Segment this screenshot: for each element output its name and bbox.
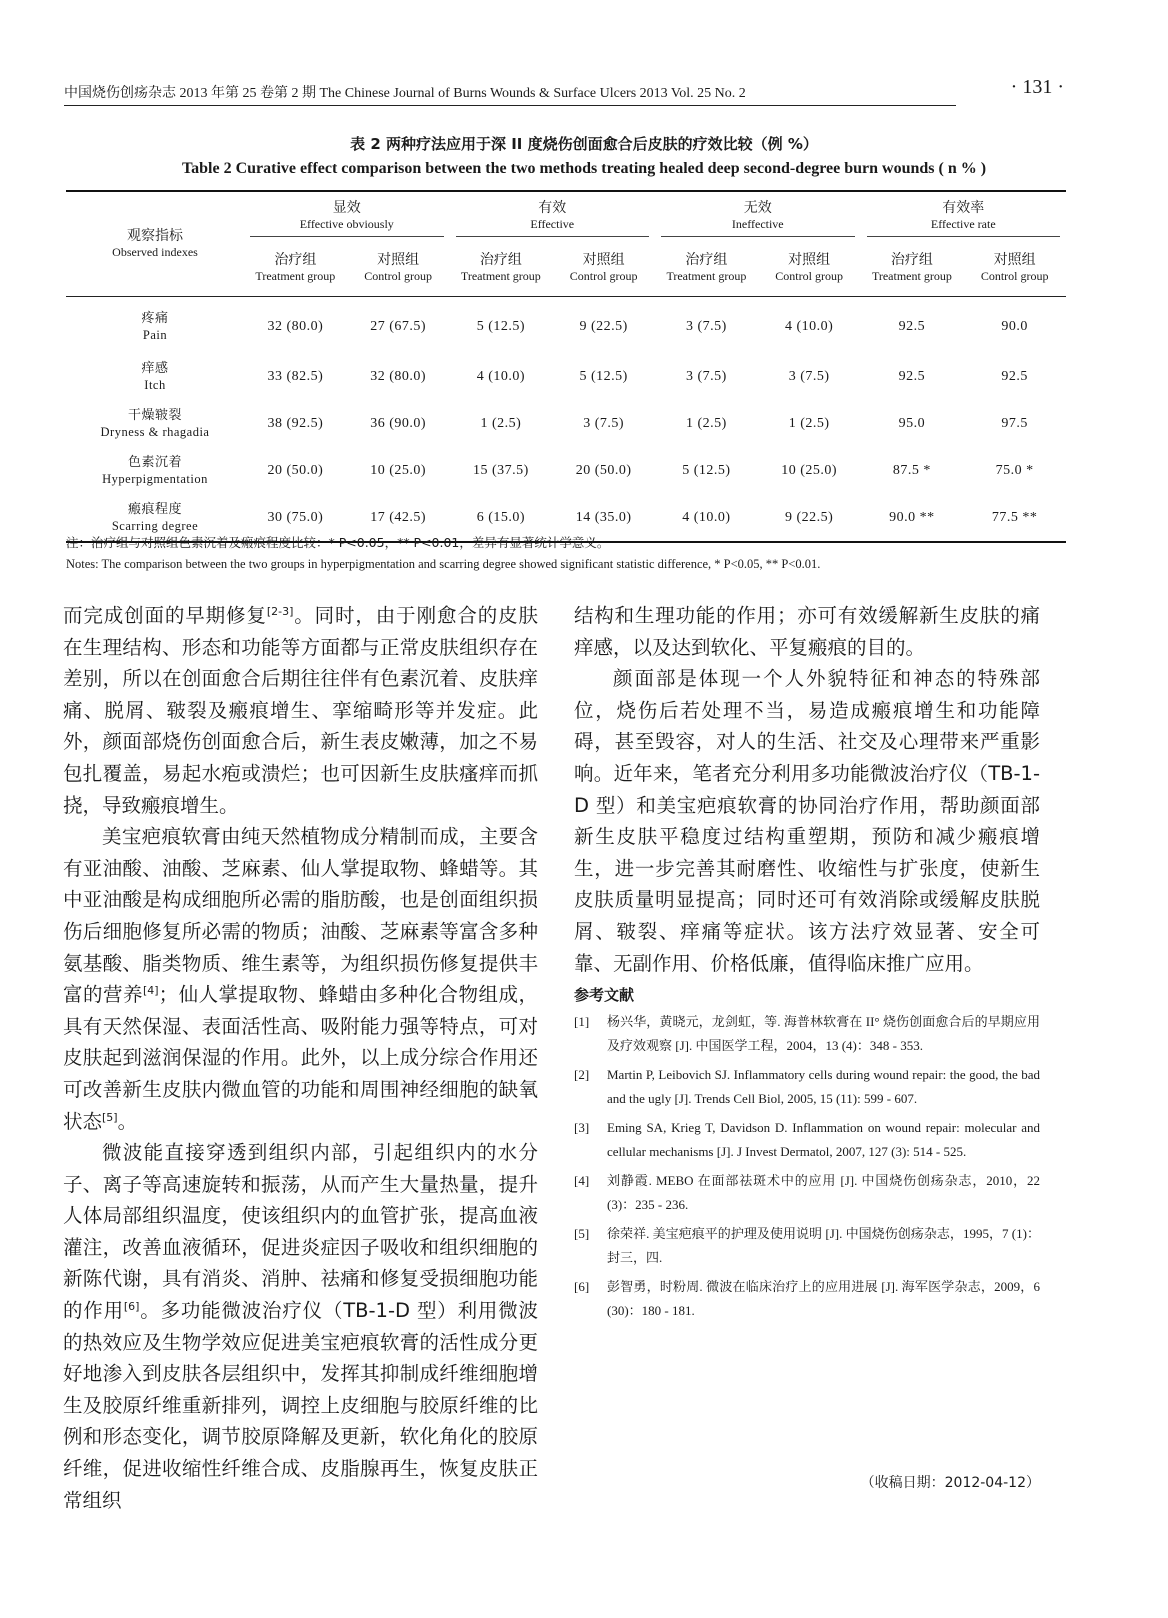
table-cell: 27 (67.5) xyxy=(370,319,427,334)
paragraph-text: 而完成创面的早期修复 xyxy=(63,604,267,627)
paragraph xyxy=(63,821,538,1137)
body-column-right xyxy=(574,600,1040,1328)
subheader-zh: 对照组 xyxy=(993,252,1036,268)
page-number: · 131 · xyxy=(1010,76,1064,98)
row-label xyxy=(66,447,244,494)
received-date: （收稿日期：2012-04-12） xyxy=(860,1475,1040,1491)
group-label-zh: 有效 xyxy=(538,200,567,216)
subheader-zh: 治疗组 xyxy=(274,252,317,268)
table-cell: 1 (2.5) xyxy=(480,415,522,431)
reference-text: 徐荣祥. 美宝疤痕平的护理及使用说明 [J]. 中国烧伤创疡杂志，1995，7 (1)：封三，四. xyxy=(607,1226,1040,1265)
subheader-en: Treatment group xyxy=(871,269,952,283)
reference-text: Martin P, Leibovich SJ. Inflammatory cells during wound repair: the good, the bad and the ugly [J]. Trends Cell Biol, 2005, 15 (11): 599 - 607. xyxy=(607,1067,1040,1106)
journal-line: 中国烧伤创疡杂志 2013 年第 25 卷第 2 期 The Chinese Journal of Burns Wounds & Surface Ulcers 2013 Vol. 25 No. 2 xyxy=(64,86,746,101)
row-label xyxy=(66,400,244,447)
table-title-zh: 表 2 两种疗法应用于深 II 度烧伤创面愈合后皮肤的疗效比较（例 %） xyxy=(350,135,818,153)
table-cell: 30 (75.0) xyxy=(244,494,347,542)
row-label-zh: 疼痛 xyxy=(141,311,169,326)
paragraph-text: ；仙人掌提取物、蜂蜡由多种化合物组成，具有天然保湿、表面活性高、吸附能力强等特点，可对皮肤起到滋润保湿的作用。此外，以上成分综合作用还可改善新生皮肤内微血管的功能和周围神经细胞的缺氧状态 xyxy=(63,983,538,1133)
control-group-header xyxy=(347,247,450,297)
table-cell: 20 (50.0) xyxy=(575,462,632,478)
row-label-en: Itch xyxy=(144,377,166,392)
row-label-en: Scarring degree xyxy=(111,518,199,533)
reference-text: 彭智勇，时粉周. 微波在临床治疗上的应用进展 [J]. 海军医学杂志，2009，6 (30)：180 - 181. xyxy=(607,1279,1040,1318)
table-cell: 3 (7.5) xyxy=(788,368,830,384)
reference-item xyxy=(574,1275,1040,1322)
table-cell: 92.5 xyxy=(1001,368,1028,384)
table-row xyxy=(66,400,1066,447)
references-list xyxy=(574,1010,1040,1322)
table-note-en: Notes: The comparison between the two groups in hyperpigmentation and scarring degree showed significant statistic difference, * P<0.05, ** P<0.01. xyxy=(66,557,821,571)
table-cell: 36 (90.0) xyxy=(370,415,427,431)
treatment-group-header xyxy=(861,247,964,297)
table-cell: 4 (10.0) xyxy=(784,319,834,334)
table-cell: 77.5 ** xyxy=(963,494,1066,542)
table-cell: 6 (15.0) xyxy=(450,494,553,542)
header-rule xyxy=(64,105,956,106)
table-row xyxy=(66,297,1066,354)
table-cell: 87.5 * xyxy=(892,462,931,478)
row-label xyxy=(66,297,244,354)
group-header xyxy=(450,191,656,247)
reference-number: [5] xyxy=(574,1226,590,1242)
group-header xyxy=(244,191,450,247)
subheader-en: Control group xyxy=(569,269,638,283)
table-title-en: Table 2 Curative effect comparison between the two methods treating healed deep second-degree burn wounds ( n % ) xyxy=(181,160,987,177)
paragraph-text: 。同时，由于刚愈合的皮肤在生理结构、形态和功能等方面都与正常皮肤组织存在差别，所以在创面愈合后期往往伴有色素沉着、皮肤痒痛、脱屑、皲裂及瘢痕增生、挛缩畸形等并发症。此外，颜面部烧伤创面愈合后，新生表皮嫩薄，加之不易包扎覆盖，易起水疱或溃烂；也可因新生皮肤瘙痒而抓挠，导致瘢痕增生。 xyxy=(63,604,538,817)
reference-text: 杨兴华，黄晓元，龙剑虹，等. 海普林软膏在 II° 烧伤创面愈合后的早期应用及疗效观察 [J]. 中国医学工程，2004，13 (4)：348 - 353. xyxy=(607,1014,1040,1053)
table-cell: 92.5 xyxy=(898,319,926,334)
table-cell: 15 (37.5) xyxy=(472,462,529,478)
paragraph xyxy=(63,1137,538,1516)
table-cell: 9 (22.5) xyxy=(579,319,628,334)
citation: [2-3] xyxy=(266,605,294,618)
reference-number: [4] xyxy=(574,1173,590,1189)
reference-item xyxy=(574,1116,1040,1163)
treatment-group-header xyxy=(655,247,758,297)
subheader-en: Treatment group xyxy=(460,269,541,283)
group-label-zh: 无效 xyxy=(743,200,772,216)
subheader-en: Control group xyxy=(364,269,432,283)
paragraph-text: 美宝疤痕软膏由纯天然植物成分精制而成，主要含有亚油酸、油酸、芝麻素、仙人掌提取物、蜂蜡等。其中亚油酸是构成细胞所必需的脂肪酸，也是创面组织损伤后细胞修复所必需的物质；油酸、芝麻素等富含多种氨基酸、脂类物质、维生素等，为组织损伤修复提供丰富的营养 xyxy=(63,825,538,1007)
table-cell: 4 (10.0) xyxy=(655,494,758,542)
body-column-left xyxy=(63,600,538,1516)
table-cell: 1 (2.5) xyxy=(685,415,727,431)
subheader-zh: 对照组 xyxy=(377,252,420,268)
paragraph-text: 。 xyxy=(117,1109,138,1133)
results-table xyxy=(66,190,1066,543)
group-label-en: Effective obviously xyxy=(299,217,394,231)
paragraph: 结构和生理功能的作用；亦可有效缓解新生皮肤的痛痒感，以及达到软化、平复瘢痕的目的。 xyxy=(574,604,1040,659)
table-cell: 20 (50.0) xyxy=(267,462,324,478)
subheader-zh: 治疗组 xyxy=(890,252,933,268)
table-cell: 92.5 xyxy=(898,368,926,384)
table-cell: 90.0 xyxy=(1001,319,1028,334)
table-cell: 97.5 xyxy=(1001,415,1028,431)
subheader-zh: 对照组 xyxy=(582,252,625,268)
subheader-zh: 治疗组 xyxy=(685,252,728,268)
group-header xyxy=(861,191,1067,247)
running-header xyxy=(64,72,1064,112)
group-label-en: Effective rate xyxy=(930,217,996,231)
row-label-en: Pain xyxy=(142,328,168,342)
group-label-zh: 有效率 xyxy=(942,200,985,216)
reference-text: Eming SA, Krieg T, Davidson D. Inflammation on wound repair: molecular and cellular mechanisms [J]. J Invest Dermatol, 2007, 127 (3): 514 - 525. xyxy=(607,1120,1040,1159)
citation: [5] xyxy=(102,1110,118,1124)
paragraph-text: 。多功能微波治疗仪（TB-1-D 型）利用微波的热效应及生物学效应促进美宝疤痕软膏的活性成分更好地渗入到皮肤各层组织中，发挥其抑制成纤维细胞增生及胶原纤维重新排列，调控上皮细胞与胶原纤维的比例和形态变化，调节胶原降解及更新，软化角化的胶原纤维，促进收缩性纤维合成、皮脂腺再生，恢复皮肤正常组织 xyxy=(63,1299,538,1512)
subheader-zh: 对照组 xyxy=(788,252,831,268)
citation: [4] xyxy=(142,984,159,998)
group-label-zh: 显效 xyxy=(332,200,361,216)
treatment-group-header xyxy=(450,247,553,297)
row-label-zh: 痒感 xyxy=(141,360,169,376)
group-label-en: Ineffective xyxy=(731,217,784,231)
row-label-zh: 色素沉着 xyxy=(127,454,182,470)
reference-item xyxy=(574,1010,1040,1057)
table-cell: 5 (12.5) xyxy=(579,368,628,384)
reference-item xyxy=(574,1222,1040,1269)
row-label-en: Hyperpigmentation xyxy=(102,471,208,486)
table-cell: 3 (7.5) xyxy=(685,368,727,384)
table-cell: 3 (7.5) xyxy=(685,319,727,334)
row-label-zh: 干燥皲裂 xyxy=(127,407,182,423)
table-cell: 75.0 * xyxy=(995,462,1034,478)
table-cell: 3 (7.5) xyxy=(583,415,625,431)
subheader-en: Treatment group xyxy=(666,269,747,283)
table-cell: 10 (25.0) xyxy=(781,462,838,478)
subheader-en: Control group xyxy=(775,269,843,283)
table-cell: 5 (12.5) xyxy=(476,319,526,334)
treatment-group-header xyxy=(244,247,347,297)
control-group-header xyxy=(963,247,1066,297)
table-cell: 33 (82.5) xyxy=(267,368,324,384)
row-label xyxy=(66,353,244,400)
table-cell: 4 (10.0) xyxy=(476,368,526,384)
table-cell: 10 (25.0) xyxy=(370,462,427,478)
table-note-zh: 注：治疗组与对照组色素沉着及瘢痕程度比较：* P<0.05，** P<0.01，差异有显著统计学意义。 xyxy=(66,535,610,550)
table-cell: 95.0 xyxy=(898,415,926,431)
table-cell: 1 (2.5) xyxy=(788,415,830,431)
table-cell: 5 (12.5) xyxy=(682,462,731,478)
subheader-en: Treatment group xyxy=(255,269,336,283)
reference-number: [1] xyxy=(574,1014,590,1030)
reference-number: [3] xyxy=(574,1120,590,1136)
paragraph-text: 微波能直接穿透到组织内部，引起组织内的水分子、离子等高速旋转和振荡，从而产生大量热量，提升人体局部组织温度，使该组织内的血管扩张，提高血液灌注，改善血液循环，促进炎症因子吸收和组织细胞的新陈代谢，具有消炎、消肿、祛痛和修复受损细胞功能的作用 xyxy=(63,1141,538,1323)
table-cell: 14 (35.0) xyxy=(552,494,655,542)
index-header-en: Observed indexes xyxy=(112,245,198,259)
citation: [6] xyxy=(123,1300,140,1314)
reference-number: [6] xyxy=(574,1279,590,1295)
table-row xyxy=(66,447,1066,494)
group-label-en: Effective xyxy=(530,217,575,231)
table-cell: 38 (92.5) xyxy=(267,415,324,431)
control-group-header xyxy=(552,247,655,297)
table-cell: 17 (42.5) xyxy=(347,494,450,542)
reference-number: [2] xyxy=(574,1067,590,1083)
table-cell: 9 (22.5) xyxy=(758,494,861,542)
reference-item xyxy=(574,1063,1040,1110)
paragraph xyxy=(63,600,538,821)
control-group-header xyxy=(758,247,861,297)
reference-item xyxy=(574,1169,1040,1216)
table-cell: 32 (80.0) xyxy=(267,319,324,334)
index-column-header xyxy=(66,191,244,297)
subheader-zh: 治疗组 xyxy=(479,252,522,268)
row-label-en: Dryness & rhagadia xyxy=(100,424,210,439)
table-cell: 32 (80.0) xyxy=(370,368,427,384)
group-header xyxy=(655,191,861,247)
subheader-en: Control group xyxy=(980,269,1049,283)
index-header-zh: 观察指标 xyxy=(127,228,183,244)
table-row xyxy=(66,353,1066,400)
paragraph: 颜面部是体现一个人外貌特征和神态的特殊部位，烧伤后若处理不当，易造成瘢痕增生和功能障碍，甚至毁容，对人的生活、社交及心理带来严重影响。近年来，笔者充分利用多功能微波治疗仪（TB-1-D 型）和美宝疤痕软膏的协同治疗作用，帮助颜面部新生皮肤平稳度过结构重塑期，预防和减少瘢痕增生，进一步完善其耐磨性、收缩性与扩张度，使新生皮肤质量明显提高；同时还可有效消除或缓解皮肤脱屑、皲裂、痒痛等症状。该方法疗效显著、安全可靠、无副作用、价格低廉，值得临床推广应用。 xyxy=(574,667,1040,975)
reference-text: 刘静霞. MEBO 在面部祛斑术中的应用 [J]. 中国烧伤创疡杂志，2010，22 (3)：235 - 236. xyxy=(607,1173,1040,1212)
references-heading: 参考文献 xyxy=(574,986,635,1005)
table-cell: 90.0 ** xyxy=(861,494,964,542)
row-label-zh: 瘢痕程度 xyxy=(127,501,182,517)
